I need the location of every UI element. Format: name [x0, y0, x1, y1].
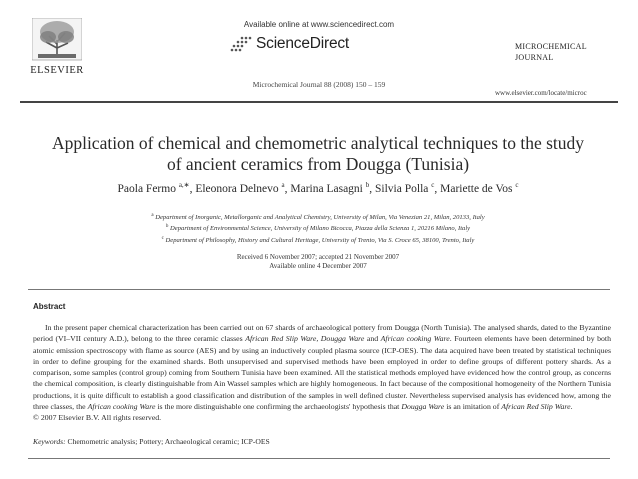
journal-name	[515, 41, 587, 63]
abstract-heading: Abstract	[33, 302, 66, 311]
abstract-paragraph: In the present paper chemical characterization has been carried out on 67 shards of archaeological pottery from Dougga (North Tunisia). The analysed shards, dated to the Byzantine period (VI–VII century A.D.), belong to the three ceramic classes African Red Slip Ware, Dougga Ware and African cooking Ware. Fourteen elements have been determined by both atomic emission spectroscopy with flame as source (AES) and by using an inductively coupled plasma source (ICP-OES). The data acquired have been treated by statistical techniques in order to define grouping for the examined shards. Both unsupervised and supervised methods have been employed in order to define groups of different pottery shards. As a comparison, some samples (control group) coming from Southern Tunisia have been examined. All the statistical methods employed have evidenced how the control group, as concerns the chemical composition, is clearly distinguishable from Ain Wassel samples which are highly homogeneous. In fact because of the compositional homogeneity of the Northern Tunisia productions, it is quite difficult to establish a good classification and distribution of the samples in well defined cluster. Nevertheless supervised analysis has evidenced how, among the three classes, the African cooking Ware is the more distinguishable one confirming the archaeologists' hypothesis that Dougga Ware is an imitation of African Red Slip Ware.	[33, 323, 611, 412]
available-online-text: Available online at www.sciencedirect.com	[243, 20, 395, 29]
affiliation: $^a$ Department of Inorganic, Metallorganic and Analytical Chemistry, University of Milan, Via Venezian 21, Milan, 20133, Italy	[151, 213, 485, 222]
article-dates	[18, 253, 618, 271]
header-rule	[20, 101, 618, 103]
author: Silvia Polla $^c$	[375, 181, 435, 195]
publisher-name: ELSEVIER	[30, 65, 84, 76]
available-date: Available online 4 December 2007	[269, 262, 367, 270]
received-date: Received 6 November 2007; accepted 21 November 2007	[236, 253, 400, 261]
abstract-rule-top	[28, 289, 610, 290]
sciencedirect-logo	[230, 34, 410, 54]
keywords-list: Chemometric analysis; Pottery; Archaeological ceramic; ICP-OES	[67, 437, 270, 446]
title-line-2: of ancient ceramics from Dougga (Tunisia)	[166, 154, 470, 174]
sciencedirect-dots-icon	[230, 35, 252, 53]
author: Marina Lasagni $^b$	[290, 181, 370, 195]
journal-name-line1: MICROCHEMICAL	[515, 42, 587, 51]
journal-name-line2: JOURNAL	[515, 53, 554, 62]
journal-url[interactable]: www.elsevier.com/locate/microc	[495, 89, 587, 97]
abstract-rule-bottom	[28, 458, 610, 459]
author-list: Paola Fermo $^{a,∗}$, Eleonora Delnevo $^a$, Marina Lasagni $^b$, Silvia Polla $^c$, Mariette de Vos $^c$	[117, 181, 519, 195]
abstract-body	[33, 322, 611, 424]
sciencedirect-wordmark: ScienceDirect	[256, 35, 350, 52]
author: Paola Fermo $^{a,∗}$	[117, 181, 190, 195]
affiliations	[18, 211, 618, 245]
affiliation: $^c$ Department of Philosophy, History and Cultural Heritage, University of Trento, Via S. Croce 65, 38100, Trento, Italy	[161, 235, 475, 244]
keywords	[33, 437, 270, 446]
copyright-notice: © 2007 Elsevier B.V. All rights reserved.	[33, 413, 162, 423]
author: Mariette de Vos $^c$	[440, 181, 519, 195]
article-title	[18, 133, 618, 175]
affiliation: $^b$ Department of Environmental Science, University of Milano Bicocca, Piazza della Scienza 1, 20216 Milano, Italy	[165, 224, 471, 233]
journal-reference: Microchemical Journal 88 (2008) 150 – 159	[252, 80, 386, 89]
title-line-1: Application of chemical and chemometric analytical techniques to the study	[51, 133, 585, 153]
author: Eleonora Delnevo $^a$	[195, 181, 285, 195]
keywords-label: Keywords:	[33, 437, 66, 446]
